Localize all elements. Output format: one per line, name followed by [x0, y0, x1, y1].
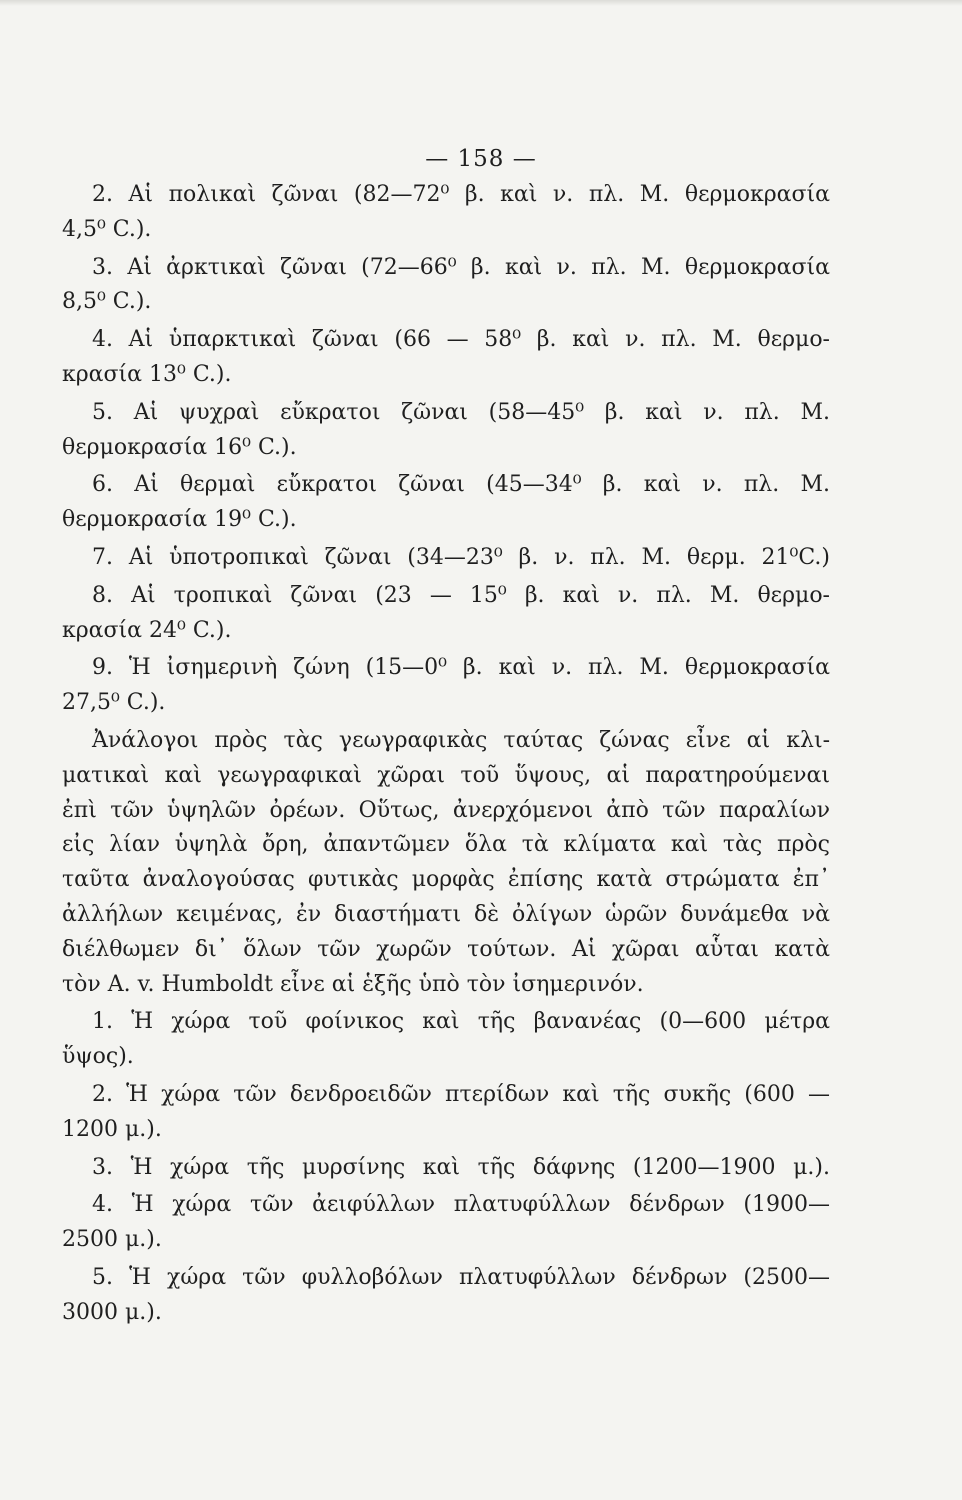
body-text [62, 178, 830, 1331]
text-line: ἐπὶ τῶν ὑψηλῶν ὀρέων. Οὕτως, ἀνερχόμενοι ἀπὸ τῶν παραλίων [62, 797, 830, 823]
text-line: 1. Ἡ χώρα τοῦ φοίνικος καὶ τῆς βανανέας (0—600 μέτρα [92, 1009, 830, 1035]
text-line: 4. Αἱ ὑπαρκτικαὶ ζῶναι (66 — 58⁰ β. καὶ ν. πλ. Μ. θερμο- [92, 327, 830, 353]
text-line: 9. Ἡ ἰσημερινὴ ζώνη (15—0⁰ β. καὶ ν. πλ. Μ. θερμοκρασία [92, 655, 830, 681]
text-line: τὸν A. v. Humboldt εἶνε αἱ ἑξῆς ὑπὸ τὸν ἰσημερινόν. [62, 971, 644, 997]
text-line: 2500 μ.). [62, 1227, 162, 1253]
text-line: 27,5⁰ C.). [62, 690, 166, 716]
text-line: 5. Αἱ ψυχραὶ εὔκρατοι ζῶναι (58—45⁰ β. καὶ ν. πλ. Μ. [92, 399, 830, 425]
text-line: 8. Αἱ τροπικαὶ ζῶναι (23 — 15⁰ β. καὶ ν. πλ. Μ. θερμο- [92, 582, 830, 608]
text-line: θερμοκρασία 16⁰ C.). [62, 434, 297, 460]
text-line: 3000 μ.). [62, 1299, 162, 1325]
text-line: ταῦτα ἀναλογούσας φυτικὰς μορφὰς ἐπίσης κατὰ στρώματα ἐπ᾽ [62, 867, 830, 893]
text-line: κρασία 24⁰ C.). [62, 617, 232, 643]
text-line: ἀλλήλων κειμένας, ἐν διαστήματι δὲ ὀλίγων ὡρῶν δυνάμεθα νὰ [62, 901, 830, 927]
text-line: 4. Ἡ χώρα τῶν ἀειφύλλων πλατυφύλλων δένδρων (1900— [92, 1192, 830, 1218]
text-line: ὕψος). [62, 1044, 134, 1070]
text-line: 3. Ἡ χώρα τῆς μυρσίνης καὶ τῆς δάφνης (1200—1900 μ.). [92, 1154, 830, 1180]
text-line: ματικαὶ καὶ γεωγραφικαὶ χῶραι τοῦ ὕψους, αἱ παρατηρούμεναι [62, 762, 830, 788]
text-line: 7. Αἱ ὑποτροπικαὶ ζῶναι (34—23⁰ β. ν. πλ. Μ. θερμ. 21⁰C.) [92, 544, 830, 570]
text-line: Ἀνάλογοι πρὸς τὰς γεωγραφικὰς ταύτας ζώνας εἶνε αἱ κλι- [92, 727, 830, 753]
text-line: εἰς λίαν ὑψηλὰ ὄρη, ἀπαντῶμεν ὅλα τὰ κλίματα καὶ τὰς πρὸς [62, 832, 830, 858]
text-line: 6. Αἱ θερμαὶ εὔκρατοι ζῶναι (45—34⁰ β. καὶ ν. πλ. Μ. [92, 472, 830, 498]
page-number: — 158 — [425, 146, 537, 172]
text-line: διέλθωμεν δι᾽ ὅλων τῶν χωρῶν τούτων. Αἱ χῶραι αὗται κατὰ [62, 936, 830, 962]
text-line: 2. Ἡ χώρα τῶν δενδροειδῶν πτερίδων καὶ τῆς συκῆς (600 — [92, 1081, 830, 1107]
text-line: κρασία 13⁰ C.). [62, 361, 232, 387]
page-top-edge [0, 0, 962, 6]
text-line: 2. Αἱ πολικαὶ ζῶναι (82—72⁰ β. καὶ ν. πλ. Μ. θερμοκρασία [92, 182, 830, 207]
text-line: 1200 μ.). [62, 1116, 162, 1142]
text-line: 8,5⁰ C.). [62, 289, 152, 315]
text-line: 3. Αἱ ἀρκτικαὶ ζῶναι (72—66⁰ β. καὶ ν. πλ. Μ. θερμοκρασία [92, 254, 830, 280]
text-line: θερμοκρασία 19⁰ C.). [62, 507, 297, 533]
text-line: 5. Ἡ χώρα τῶν φυλλοβόλων πλατυφύλλων δένδρων (2500— [92, 1264, 830, 1290]
text-line: 4,5⁰ C.). [62, 216, 152, 242]
